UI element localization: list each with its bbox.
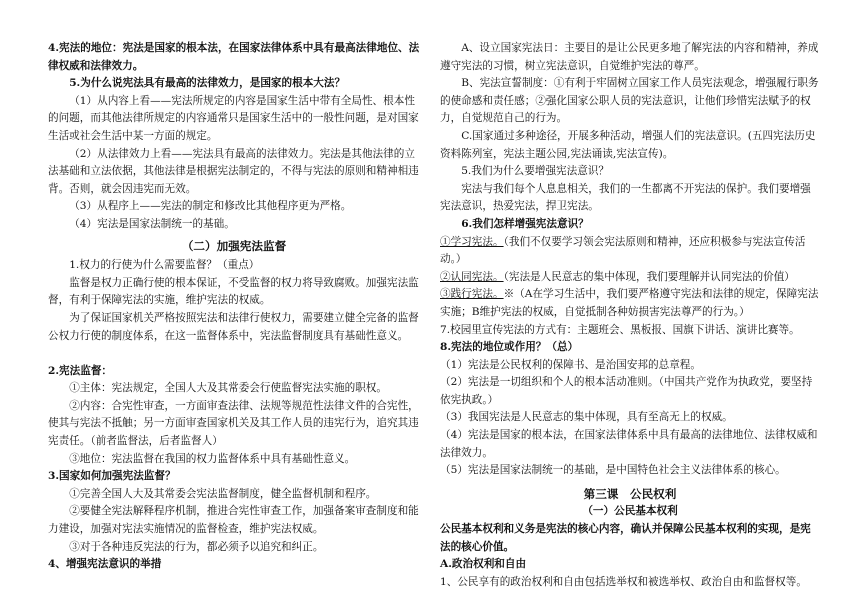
identify-detail: （宪法是人民意志的集中体现，我们要理解并认同宪法的价值） — [503, 270, 795, 283]
how-practice-item — [440, 286, 820, 321]
question-8-heading: 8.宪法的地位或作用？（总） — [440, 341, 579, 354]
campus-promotion-paragraph: 7.校园里宣传宪法的方式有：主题班会、黑板报、国旗下讲话、演讲比赛等。 — [440, 323, 800, 336]
political-rights-heading: A.政治权利和自由 — [440, 558, 527, 571]
measure-3: ③对于各种违反宪法的行为，都必须予以追究和纠正。 — [69, 540, 324, 553]
role-3: （3）我国宪法是人民意志的集中体现，具有至高无上的权威。 — [440, 411, 733, 424]
left-column — [48, 40, 420, 574]
role-2: （2）宪法是一切组织和个人的根本活动准则。（中国共产党作为执政党，要坚持依宪执政。） — [440, 376, 813, 406]
role-5: （5）宪法是国家法制统一的基础，是中国特色社会主义法律体系的核心。 — [440, 464, 786, 477]
why-answer-paragraph: 宪法与我们每个人息息相关，我们的一生都离不开宪法的保护。我们要增强宪法意识，热爱宪法，捍卫宪法。 — [440, 182, 811, 213]
role-4: （4）宪法是国家的根本法，在国家法律体系中具有最高的法律地位、法律权威和法律效力。 — [440, 429, 818, 459]
question-5-why-heading: 5.我们为什么要增强宪法意识？ — [461, 165, 610, 178]
supervision-subject: ①主体：宪法规定，全国人大及其常委会行使监督宪法实施的职权。 — [69, 382, 387, 395]
activities-paragraph: C.国家通过多种途径，开展多种活动，增强人们的宪法意识。(五四宪法历史资料陈列室，宪法主题公园,宪法诵读,宪法宣传)。 — [440, 129, 816, 160]
supervision-guarantee-paragraph: 监督是权力正确行使的根本保证，不受监督的权力将导致腐败。加强宪法监督，有利于保障宪法的实施，维护宪法的权威。 — [48, 276, 419, 307]
spacer — [48, 345, 420, 363]
right-column — [440, 40, 820, 591]
supervision-system-paragraph: 为了保证国家机关严格按照宪法和法律行使权力，需要建立健全完备的监督公权力行使的制度体系，在这一监督体系中，宪法监督制度具有基础性意义。 — [48, 311, 419, 342]
reason-content: （1）从内容上看——宪法所规定的内容是国家生活中带有全局性、根本性的问题，而其他法律所规定的内容通常只是国家生活中的一般性问题，是对国家生活或社会生活中某一方面的规定。 — [48, 94, 419, 142]
question-6-how-heading: 6.我们怎样增强宪法意识？ — [461, 217, 589, 230]
measure-1: ①完善全国人大及其常委会宪法监督制度，健全监督机制和程序。 — [69, 487, 377, 500]
practice-detail: ※（A在学习生活中，我们要严格遵守宪法和法律的规定，保障宪法实施；B维护宪法的权威，自觉抵制各种妨损害宪法尊严的行为。） — [440, 288, 819, 318]
section-basic-rights-heading: （一）公民基本权利 — [582, 505, 678, 518]
measure-2: ②要健全宪法解释程序机制，推进合宪性审查工作，加强备案审查制度和能力建设，加强对宪法实施情况的监督检查，维护宪法权威。 — [48, 505, 419, 536]
constitution-status-paragraph: 4.宪法的地位：宪法是国家的根本法，在国家法律体系中具有最高法律地位、法律权威和法律效力。 — [48, 42, 420, 72]
supervision-status: ③地位：宪法监督在我国的权力监督体系中具有基础性意义。 — [69, 452, 356, 465]
question-5-heading: 5.为什么说宪法具有最高的法律效力，是国家的根本大法？ — [69, 77, 346, 90]
oath-system-paragraph: B、宪法宣誓制度：①有利于牢固树立国家工作人员宪法观念，增强履行职务的使命感和责任感；②强化国家公职人员的宪法意识，让他们珍惜宪法赋予的权力，自觉规范自己的行为。 — [440, 77, 819, 125]
practice-label: ③践行宪法。 — [440, 288, 504, 301]
constitutional-supervision-heading: 2.宪法监督： — [48, 364, 113, 377]
how-identify-item — [440, 269, 820, 287]
reason-unity: （4）宪法是国家法制统一的基础。 — [69, 217, 235, 230]
reason-procedure: （3）从程序上——宪法的制定和修改比其他程序更为严格。 — [69, 200, 352, 213]
constitution-day-paragraph: A、设立国家宪法日：主要目的是让公民更多地了解宪法的内容和精神，养成遵守宪法的习惯，树立宪法意识，自觉维护宪法的尊严。 — [440, 42, 819, 72]
awareness-measures-heading: 4、增强宪法意识的举措 — [48, 558, 162, 571]
political-rights-paragraph: 1、公民享有的政治权利和自由包括选举权和被选举权、政治自由和监督权等。 — [440, 575, 807, 588]
section-heading-supervision: （二）加强宪法监督 — [181, 238, 287, 253]
learn-detail: （我们不仅要学习领会宪法原则和精神，还应积极参与宪法宣传活动。） — [440, 235, 806, 266]
question-3-heading: 3.国家如何加强宪法监督？ — [48, 470, 176, 483]
supervision-content: ②内容：合宪性审查，一方面审查法律、法规等规范性法律文件的合宪性，使其与宪法不抵触；另一方面审查国家机关及其工作人员的违宪行为，追究其违宪责任。（前者监督法，后者监督人） — [48, 399, 419, 448]
core-rights-paragraph: 公民基本权利和义务是宪法的核心内容，确认并保障公民基本权利的实现，是宪法的核心价值。 — [440, 523, 811, 553]
how-learn-item — [440, 234, 820, 269]
learn-label: ①学习宪法。 — [440, 235, 504, 248]
reason-legal-effect: （2）从法律效力上看——宪法具有最高的法律效力。宪法是其他法律的立法基础和立法依据，其他法律是根据宪法制定的，不得与宪法的原则和精神相违背。否则，就会因违宪而无效。 — [48, 147, 419, 195]
identify-label: ②认同宪法。 — [440, 270, 504, 283]
question-1-heading: 1.权力的行使为什么需要监督？（重点） — [69, 259, 260, 272]
lesson-3-title: 第三课 公民权利 — [583, 486, 677, 501]
role-1: （1）宪法是公民权利的保障书、是治国安邦的总章程。 — [440, 358, 701, 371]
